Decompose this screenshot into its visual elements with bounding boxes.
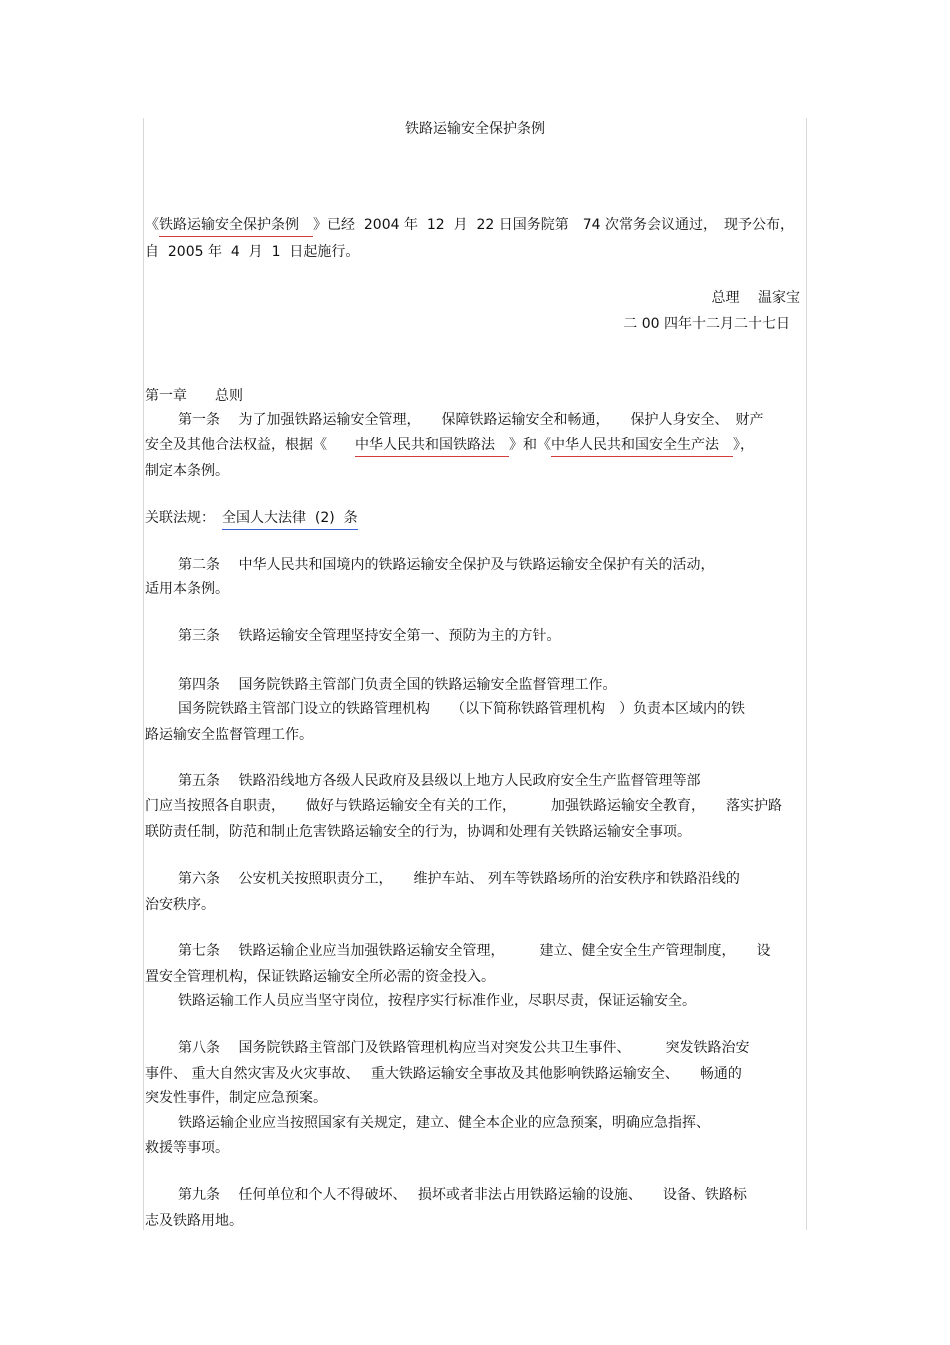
article-4-line-2: 国务院铁路主管部门设立的铁路管理机构 （以下简称铁路管理机构 ）负责本区域内的铁 — [178, 701, 745, 717]
article-5-line-3: 联防责任制，防范和制止危害铁路运输安全的行为，协调和处理有关铁路运输安全事项。 — [145, 824, 691, 840]
article-9-line-1: 第九条 任何单位和个人不得破坏、 损坏或者非法占用铁路运输的设施、 设备、铁路标 — [178, 1187, 747, 1203]
article-1-line-3: 制定本条例。 — [145, 463, 229, 479]
article-9-line-2: 志及铁路用地。 — [145, 1213, 243, 1229]
promulgation-date: 二 00 四年十二月二十七日 — [623, 316, 790, 332]
article-7-line-2: 置安全管理机构，保证铁路运输安全所必需的资金投入。 — [145, 969, 495, 985]
promulgation-line-2: 自 2005 年 4 月 1 日起施行。 — [145, 244, 360, 260]
promulgation-text: 》已经 2004 年 12 月 22 日国务院第 74 次常务会议通过， 现予公布， — [313, 217, 795, 233]
article-8-line-3: 突发性事件，制定应急预案。 — [145, 1090, 327, 1106]
article-7-line-3: 铁路运输工作人员应当坚守岗位，按程序实行标准作业，尽职尽责，保证运输安全。 — [178, 993, 696, 1009]
related-laws-link[interactable]: 全国人大法律 (2) 条 — [222, 510, 358, 530]
article-6-line-1: 第六条 公安机关按照职责分工， 维护车站、 列车等铁路场所的治安秩序和铁路沿线的 — [178, 871, 740, 887]
article-1-line-1: 第一条 为了加强铁路运输安全管理， 保障铁路运输安全和畅通， 保护人身安全、 财产 — [178, 412, 764, 428]
related-laws-label: 关联法规： — [145, 510, 208, 526]
related-laws — [145, 509, 358, 527]
article-8-line-2: 事件、 重大自然灾害及火灾事故、 重大铁路运输安全事故及其他影响铁路运输安全、 畅通的 — [145, 1066, 742, 1082]
article-5-line-1: 第五条 铁路沿线地方各级人民政府及县级以上地方人民政府安全生产监督管理等部 — [178, 773, 701, 789]
article-2-line-1: 第二条 中华人民共和国境内的铁路运输安全保护及与铁路运输安全保护有关的活动， — [178, 557, 715, 573]
article-1-text-c: 》， — [733, 437, 754, 453]
article-4-line-3: 路运输安全监督管理工作。 — [145, 727, 313, 743]
article-3-line-1: 第三条 铁路运输安全管理坚持安全第一、预防为主的方针。 — [178, 628, 561, 644]
signer: 总理 温家宝 — [711, 290, 800, 306]
article-7-line-1: 第七条 铁路运输企业应当加强铁路运输安全管理， 建立、健全安全生产管理制度， 设 — [178, 943, 771, 959]
left-margin-rule — [143, 118, 144, 1230]
article-8-line-4: 铁路运输企业应当按照国家有关规定，建立、健全本企业的应急预案，明确应急指挥、 — [178, 1115, 710, 1131]
article-1-text-b: 》和《 — [509, 437, 551, 453]
article-4-line-1: 第四条 国务院铁路主管部门负责全国的铁路运输安全监督管理工作。 — [178, 677, 617, 693]
railway-law-link[interactable]: 中华人民共和国铁路法 — [355, 437, 509, 457]
article-8-line-5: 救援等事项。 — [145, 1140, 229, 1156]
article-1-line-2 — [145, 436, 754, 454]
article-1-text-a: 安全及其他合法权益，根据《 — [145, 437, 355, 453]
bracket-open: 《 — [145, 217, 159, 233]
regulation-title-link[interactable]: 铁路运输安全保护条例 — [159, 217, 313, 237]
work-safety-law-link[interactable]: 中华人民共和国安全生产法 — [551, 437, 733, 457]
article-8-line-1: 第八条 国务院铁路主管部门及铁路管理机构应当对突发公共卫生事件、 突发铁路治安 — [178, 1040, 750, 1056]
document-title: 铁路运输安全保护条例 — [405, 121, 545, 137]
article-2-line-2: 适用本条例。 — [145, 581, 229, 597]
article-6-line-2: 治安秩序。 — [145, 897, 215, 913]
chapter-heading: 第一章 总则 — [145, 388, 243, 404]
promulgation-line-1 — [145, 216, 794, 234]
right-margin-rule — [806, 118, 807, 1230]
article-5-line-2: 门应当按照各自职责， 做好与铁路运输安全有关的工作， 加强铁路运输安全教育， 落实护路 — [145, 798, 782, 814]
